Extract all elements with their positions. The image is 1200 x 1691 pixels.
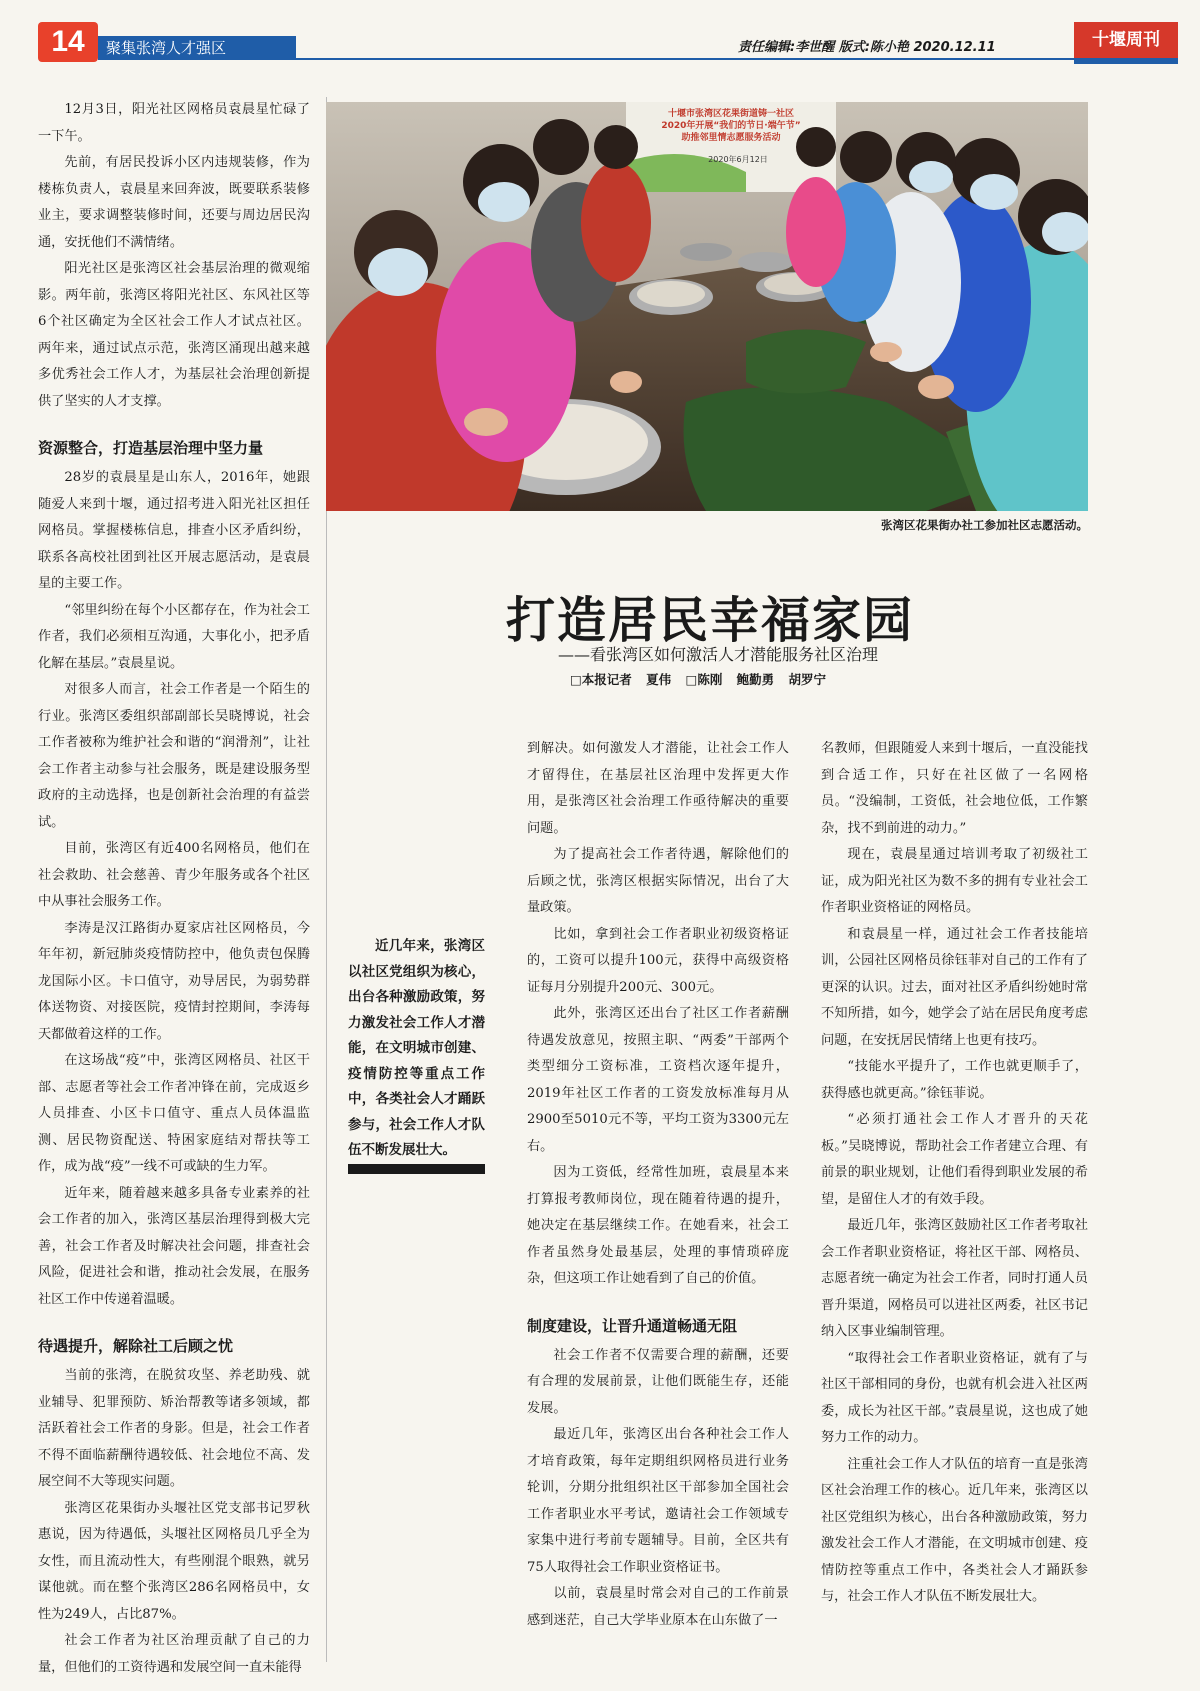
byline: □本报记者 夏伟 □陈刚 鲍勤勇 胡罗宁: [570, 672, 827, 687]
paragraph: 最近几年，张湾区鼓励社区工作者考取社会工作者职业资格证，将社区干部、网格员、志愿者统一确定为社会工作者，同时打通人员晋升渠道，网格员可以进社区两委，社区书记纳入区事业编制管理。: [821, 1218, 1088, 1339]
page-number: 14: [38, 22, 98, 62]
paragraph: 社会工作者为社区治理贡献了自己的力量，但他们的工资待遇和发展空间一直未能得: [38, 1633, 310, 1675]
text-column-4: [821, 736, 1088, 1611]
paragraph: 12月3日，阳光社区网格员袁晨星忙碌了一下午。: [38, 102, 310, 144]
text-column-1: [38, 97, 310, 1681]
paragraph: 社会工作者不仅需要合理的薪酬，还要有合理的发展前景，让他们既能生存，还能发展。: [527, 1347, 789, 1416]
section-heading: 待遇提升，解除社工后顾之忧: [38, 1337, 234, 1355]
header-rule: [296, 58, 1074, 60]
paragraph: 在这场战“疫”中，张湾区网格员、社区干部、志愿者等社会工作者冲锋在前，完成返乡人员排查、小区卡口值守、重点人员体温监测、居民物资配送、特困家庭结对帮扶等工作，成为战“疫”一线不可或缺的生力军。: [38, 1053, 310, 1174]
section-heading: 制度建设，让晋升通道畅通无阻: [527, 1316, 738, 1335]
article-subtitle: ——看张湾区如何激活人才潜能服务社区治理: [558, 645, 879, 664]
paragraph: 李涛是汉江路街办夏家店社区网格员，今年年初，新冠肺炎疫情防控中，他负责包保腾龙国际小区。卡口值守，劝导居民，为弱势群体送物资、对接医院，疫情封控期间，李涛每天都做着这样的工作。: [38, 920, 310, 1042]
paragraph: 近年来，随着越来越多具备专业素养的社会工作者的加入，张湾区基层治理得到极大完善，社会工作者及时解决社会问题，排查社会风险，促进社会和谐，推动社会发展，在服务社区工作中传递着温暖。: [38, 1185, 310, 1307]
paragraph: 为了提高社会工作者待遇，解除他们的后顾之忧，张湾区根据实际情况，出台了大量政策。: [527, 847, 789, 915]
section-title: 聚集张湾人才强区: [98, 36, 296, 60]
page-header: [38, 22, 1178, 62]
paragraph: 先前，有居民投诉小区内违规装修，作为楼栋负责人，袁晨星来回奔波，既要联系装修业主，要求调整装修时间，还要与周边居民沟通，安抚他们不满情绪。: [38, 155, 310, 250]
paragraph: 现在，袁晨星通过培训考取了初级社工证，成为阳光社区为数不多的拥有专业社会工作者职业资格证的网格员。: [821, 847, 1088, 915]
photo-caption: 张湾区花果街办社工参加社区志愿活动。: [881, 518, 1088, 532]
editor-info: 责任编辑:李世醒 版式:陈小艳 2020.12.11: [738, 40, 996, 55]
paragraph: “取得社会工作者职业资格证，就有了与社区干部相同的身份，也就有机会进入社区两委，成长为社区干部。”袁晨星说，这也成了她努力工作的动力。: [821, 1350, 1088, 1445]
news-photo: [326, 102, 1088, 511]
paragraph: 张湾区花果街办头堰社区党支部书记罗秋惠说，因为待遇低，头堰社区网格员几乎全为女性，而且流动性大，有些刚混个眼熟，就另谋他就。而在整个张湾区286名网格员中，女性为249人，占比87%。: [38, 1500, 310, 1622]
paragraph: 对很多人而言，社会工作者是一个陌生的行业。张湾区委组织部副部长吴晓博说，社会工作者被称为维护社会和谐的“润滑剂”，让社会工作者主动参与社会服务，既是建设服务型政府的主动选择，也是创新社会治理的有益尝试。: [38, 682, 310, 830]
paragraph: 和袁晨星一样，通过社会工作者技能培训，公园社区网格员徐钰菲对自己的工作有了更深的认识。过去，面对社区矛盾纠纷她时常不知所措，如今，她学会了站在居民角度考虑问题，在安抚居民情绪上也更有技巧。: [821, 926, 1088, 1048]
section-heading: 资源整合，打造基层治理中坚力量: [38, 439, 264, 457]
pull-quote: 近几年来，张湾区以社区党组织为核心，出台各种激励政策，努力激发社会工作人才潜能，在文明城市创建、疫情防控等重点工作中，各类社会人才踊跃参与，社会工作人才队伍不断发展壮大。: [348, 938, 485, 1158]
paragraph: 阳光社区是张湾区社会基层治理的微观缩影。两年前，张湾区将阳光社区、东风社区等6个社区确定为全区社会工作人才试点社区。两年来，通过试点示范，张湾区涌现出越来越多优秀社会工作人才，为基层社会治理创新提供了坚实的人才支撑。: [38, 261, 310, 409]
banner-line: 2020年开展“我们的节日·端午节”: [661, 121, 801, 131]
paragraph: 名教师，但跟随爱人来到十堰后，一直没能找到合适工作，只好在社区做了一名网格员。“没编制，工资低，社会地位低，工作繁杂，找不到前进的动力。”: [821, 741, 1088, 836]
pull-quote-bar: [348, 1164, 485, 1174]
paragraph: “邻里纠纷在每个小区都存在，作为社会工作者，我们必须相互沟通，大事化小，把矛盾化解在基层。”袁晨星说。: [38, 602, 310, 671]
text-column-3: [527, 736, 789, 1634]
banner-line: 十堰市张湾区花果街道铸一社区: [667, 109, 795, 119]
paragraph: 到解决。如何激发人才潜能，让社会工作人才留得住，在基层社区治理中发挥更大作用，是张湾区社会治理工作亟待解决的重要问题。: [527, 741, 789, 836]
brand-underline: [1074, 58, 1178, 64]
paragraph: “技能水平提升了，工作也就更顺手了，获得感也就更高。”徐钰菲说。: [821, 1059, 1088, 1101]
paragraph: 注重社会工作人才队伍的培育一直是张湾区社会治理工作的核心。近几年来，张湾区以社区党组织为核心，出台各种激励政策，努力激发社会工作人才潜能，在文明城市创建、疫情防控等重点工作中，各类社会人才踊跃参与，社会工作人才队伍不断发展壮大。: [821, 1456, 1088, 1604]
paragraph: 比如，拿到社会工作者职业初级资格证的，工资可以提升100元，获得中高级资格证每月分别提升200元、300元。: [527, 926, 789, 995]
banner-line: 助推邻里情志愿服务活动: [681, 133, 781, 143]
article-title: 打造居民幸福家园: [505, 591, 914, 649]
paragraph: 当前的张湾，在脱贫攻坚、养老助残、就业辅导、犯罪预防、矫治帮教等诸多领域，都活跃着社会工作者的身影。但是，社会工作者不得不面临薪酬待遇较低、社会地位不高、发展空间不大等现实问题。: [38, 1368, 310, 1489]
paragraph: 以前，袁晨星时常会对自己的工作前景感到迷茫，自己大学毕业原本在山东做了一: [527, 1586, 789, 1628]
paragraph: 最近几年，张湾区出台各种社会工作人才培育政策，每年定期组织网格员进行业务轮训，分期分批组织社区干部参加全国社会工作者职业水平考试，邀请社会工作领域专家集中进行考前专题辅导。目前，全区共有75人取得社会工作职业资格证书。: [527, 1427, 789, 1575]
paragraph: 28岁的袁晨星是山东人，2016年，她跟随爱人来到十堰，通过招考进入阳光社区担任网格员。掌握楼栋信息，排查小区矛盾纠纷，联系各高校社团到社区开展志愿活动，是袁晨星的主要工作。: [38, 470, 310, 591]
paragraph: 目前，张湾区有近400名网格员，他们在社会救助、社会慈善、青少年服务或各个社区中从事社会服务工作。: [38, 841, 310, 909]
paragraph: 因为工资低，经常性加班，袁晨星本来打算报考教师岗位，现在随着待遇的提升，她决定在基层继续工作。在她看来，社会工作者虽然身处最基层，处理的事情琐碎庞杂，但这项工作让她看到了自己的价值。: [527, 1165, 789, 1286]
paragraph: “必须打通社会工作人才晋升的天花板。”吴晓博说，帮助社会工作者建立合理、有前景的职业规划，让他们看得到职业发展的希望，是留住人才的有效手段。: [821, 1112, 1088, 1207]
paragraph: 此外，张湾区还出台了社区工作者薪酬待遇发放意见，按照主职、“两委”干部两个类型细分工资标准，工资档次逐年提升，2019年社区工作者的工资发放标准每月从2900至5010元不等，平均工资为3300元左右。: [527, 1006, 789, 1154]
brand-logo: 十堰周刊: [1074, 22, 1178, 58]
banner-date: 2020年6月12日: [708, 155, 768, 164]
